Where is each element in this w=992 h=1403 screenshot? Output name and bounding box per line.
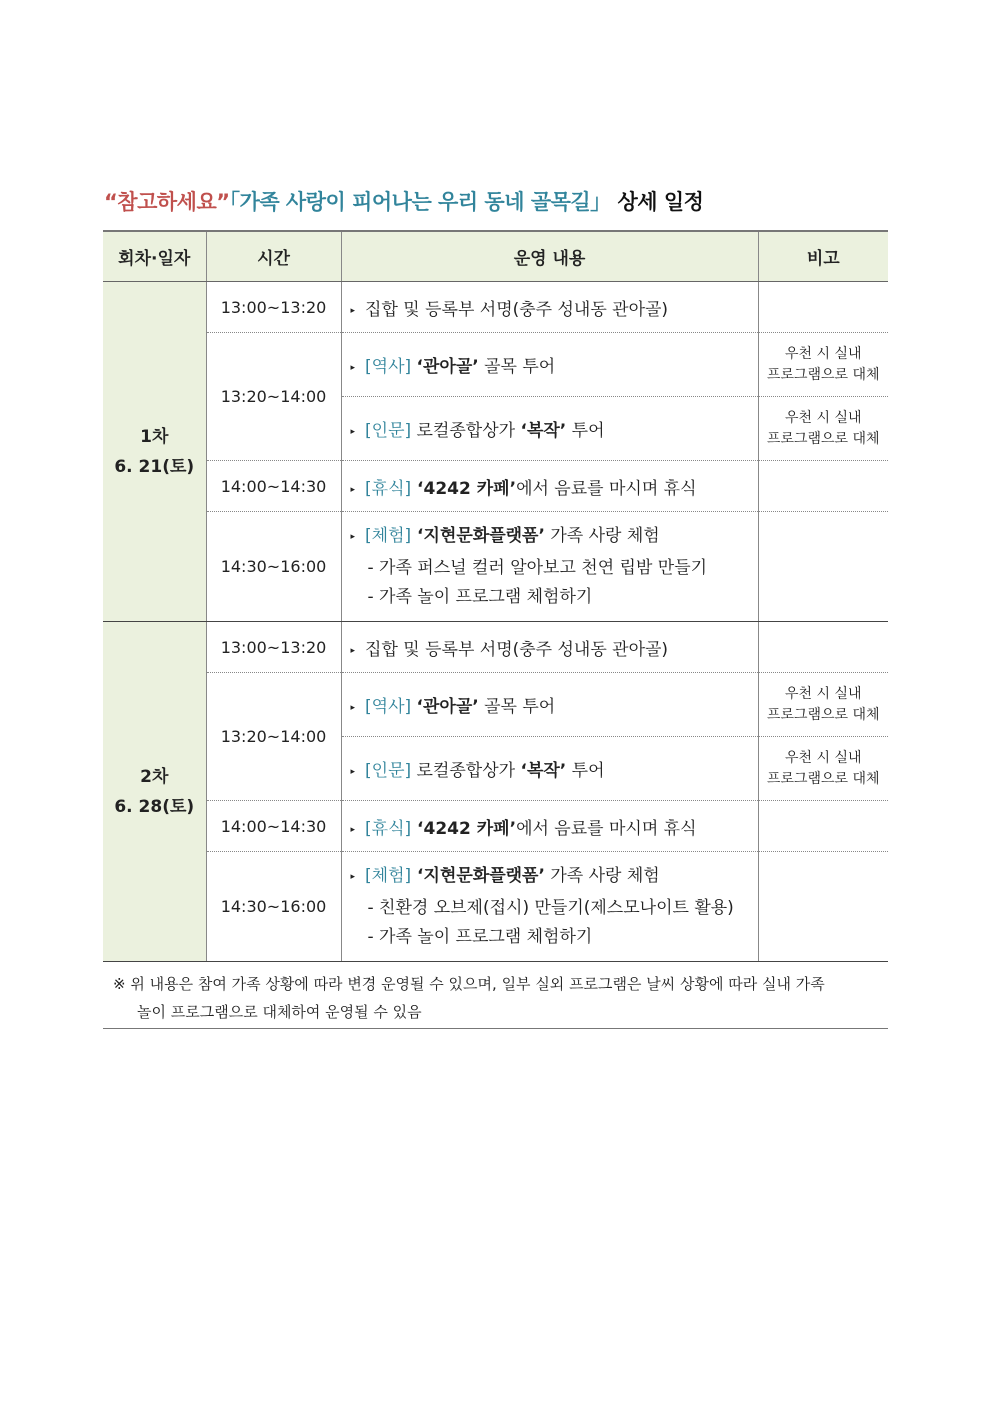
session-1-cell xyxy=(103,282,206,622)
time-cell: 13:20~14:00 xyxy=(206,333,341,461)
bullet-icon: ▸ xyxy=(350,484,356,495)
content-cell: ▸ [역사] ‘관아골’ 골목 투어 xyxy=(341,673,758,737)
note-cell: 우천 시 실내 프로그램으로 대체 xyxy=(758,397,888,461)
footnote-line-1: ※ 위 내용은 참여 가족 상황에 따라 변경 운영될 수 있으며, 일부 실외 프로그램은 날씨 상황에 따라 실내 가족 xyxy=(113,975,825,993)
title-quote: “참고하세요” xyxy=(104,190,230,214)
content-cell: ▸ [체험] ‘지현문화플랫폼’ 가족 사랑 체험 - 친환경 오브제(접시) 만들기(제스모나이트 활용) - 가족 놀이 프로그램 체험하기 xyxy=(341,852,758,962)
category-tag: [체험] xyxy=(365,865,412,886)
table-row xyxy=(103,673,888,737)
sub-item: - 친환경 오브제(접시) 만들기(제스모나이트 활용) xyxy=(367,897,734,918)
time-cell: 14:30~16:00 xyxy=(206,852,341,962)
category-tag: [인문] xyxy=(365,761,412,781)
title-program-name: 「가족 사랑이 피어나는 우리 동네 골목길」 xyxy=(229,190,611,214)
header-note: 비고 xyxy=(758,231,888,282)
category-tag: [휴식] xyxy=(365,818,412,839)
table-row xyxy=(103,801,888,852)
bullet-icon: ▸ xyxy=(350,703,356,713)
page-title xyxy=(104,186,703,216)
category-tag: [휴식] xyxy=(365,478,412,499)
header-round-date: 회차·일자 xyxy=(103,231,206,282)
category-tag: [인문] xyxy=(365,421,412,441)
table-row xyxy=(103,461,888,512)
footnote-line-2: 놀이 프로그램으로 대체하여 운영될 수 있음 xyxy=(137,1003,422,1021)
bullet-icon: ▸ xyxy=(350,363,356,373)
content-cell: ▸ [인문] 로컬종합상가 ‘복작’ 투어 xyxy=(341,737,758,801)
session-2-cell xyxy=(103,622,206,962)
bullet-icon: ▸ xyxy=(350,305,356,316)
table-row xyxy=(103,622,888,673)
table-row xyxy=(103,282,888,333)
bullet-icon: ▸ xyxy=(350,871,356,882)
time-cell: 14:00~14:30 xyxy=(206,801,341,852)
bullet-icon: ▸ xyxy=(350,645,356,656)
table-header-row xyxy=(103,231,888,282)
bullet-icon: ▸ xyxy=(350,427,356,437)
note-cell: 우천 시 실내 프로그램으로 대체 xyxy=(758,673,888,737)
category-tag: [체험] xyxy=(365,525,412,546)
time-cell: 13:20~14:00 xyxy=(206,673,341,801)
time-cell: 14:00~14:30 xyxy=(206,461,341,512)
note-cell xyxy=(758,512,888,622)
table-row xyxy=(103,852,888,962)
title-suffix: 상세 일정 xyxy=(617,190,704,214)
bullet-icon: ▸ xyxy=(350,824,356,835)
header-time: 시간 xyxy=(206,231,341,282)
content-cell: ▸ [휴식] ‘4242 카페’에서 음료를 마시며 휴식 xyxy=(341,801,758,852)
session-round: 2차 xyxy=(140,766,169,787)
note-cell xyxy=(758,801,888,852)
session-date: 6. 21(토) xyxy=(114,456,195,477)
note-cell xyxy=(758,461,888,512)
category-tag: [역사] xyxy=(365,697,412,717)
time-cell: 13:00~13:20 xyxy=(206,282,341,333)
session-round: 1차 xyxy=(140,426,169,447)
sub-item: - 가족 놀이 프로그램 체험하기 xyxy=(367,926,593,947)
note-cell: 우천 시 실내 프로그램으로 대체 xyxy=(758,333,888,397)
content-cell: ▸ [역사] ‘관아골’ 골목 투어 xyxy=(341,333,758,397)
content-cell: ▸ [휴식] ‘4242 카페’에서 음료를 마시며 휴식 xyxy=(341,461,758,512)
session-date: 6. 28(토) xyxy=(114,796,195,817)
footnote xyxy=(103,962,888,1029)
note-cell xyxy=(758,852,888,962)
time-cell: 14:30~16:00 xyxy=(206,512,341,622)
category-tag: [역사] xyxy=(365,357,412,377)
table-row xyxy=(103,333,888,397)
sub-item: - 가족 퍼스널 컬러 알아보고 천연 립밤 만들기 xyxy=(367,557,708,578)
sub-item: - 가족 놀이 프로그램 체험하기 xyxy=(367,586,593,607)
content-cell: ▸ [인문] 로컬종합상가 ‘복작’ 투어 xyxy=(341,397,758,461)
content-cell: ▸ 집합 및 등록부 서명(충주 성내동 관아골) xyxy=(341,622,758,673)
content-cell: ▸ 집합 및 등록부 서명(충주 성내동 관아골) xyxy=(341,282,758,333)
note-cell xyxy=(758,282,888,333)
bullet-icon: ▸ xyxy=(350,767,356,777)
note-cell: 우천 시 실내 프로그램으로 대체 xyxy=(758,737,888,801)
note-cell xyxy=(758,622,888,673)
time-cell: 13:00~13:20 xyxy=(206,622,341,673)
content-cell: ▸ [체험] ‘지현문화플랫폼’ 가족 사랑 체험 - 가족 퍼스널 컬러 알아보고 천연 립밤 만들기 - 가족 놀이 프로그램 체험하기 xyxy=(341,512,758,622)
bullet-icon: ▸ xyxy=(350,531,356,542)
header-content: 운영 내용 xyxy=(341,231,758,282)
schedule-table xyxy=(103,230,888,962)
table-row xyxy=(103,512,888,622)
